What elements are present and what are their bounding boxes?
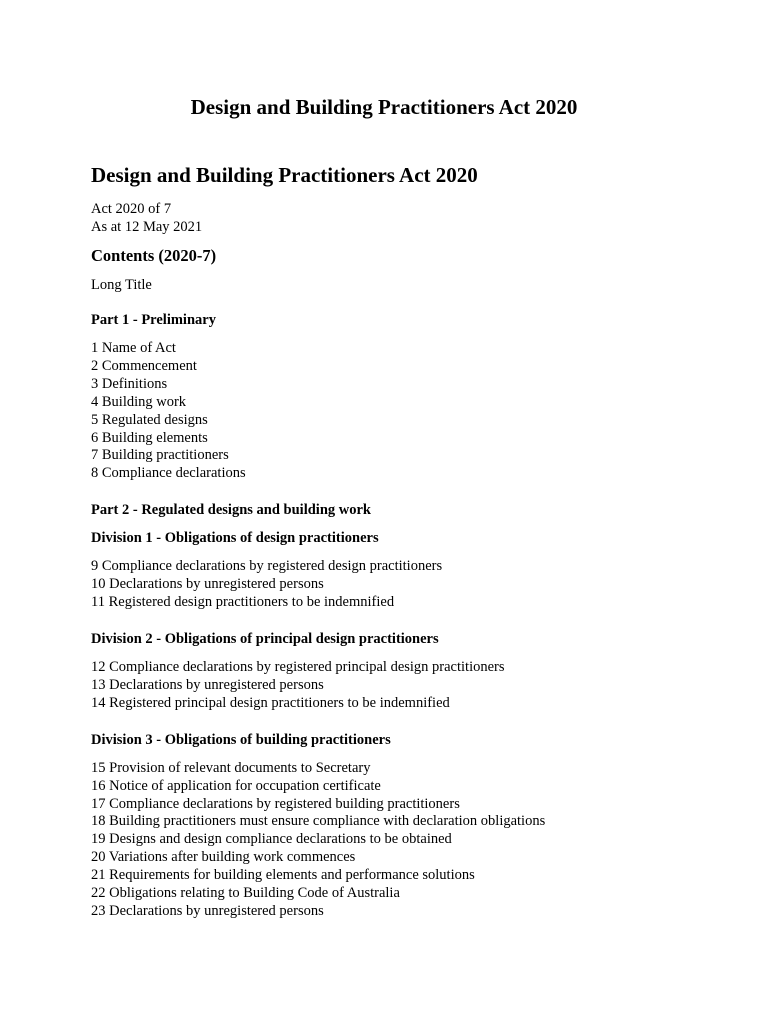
section-item[interactable]: 13 Declarations by unregistered persons — [91, 676, 324, 693]
division-2-heading[interactable]: Division 2 - Obligations of principal design practitioners — [91, 630, 439, 647]
section-item[interactable]: 14 Registered principal design practitioners to be indemnified — [91, 694, 450, 711]
section-item[interactable]: 19 Designs and design compliance declarations to be obtained — [91, 831, 452, 848]
section-item[interactable]: 1 Name of Act — [91, 340, 176, 356]
division-3-heading[interactable]: Division 3 - Obligations of building practitioners — [91, 731, 391, 748]
section-item[interactable]: 10 Declarations by unregistered persons — [91, 576, 324, 593]
section-item[interactable]: 20 Variations after building work commences — [91, 849, 356, 866]
as-at-date: As at 12 May 2021 — [91, 219, 203, 235]
section-item[interactable]: 23 Declarations by unregistered persons — [91, 902, 324, 919]
section-item[interactable]: 21 Requirements for building elements and performance solutions — [91, 867, 475, 884]
section-item[interactable]: 3 Definitions — [91, 375, 168, 392]
part-1-section-list — [91, 340, 731, 483]
section-item[interactable]: 15 Provision of relevant documents to Secretary — [91, 759, 371, 776]
long-title-link[interactable]: Long Title — [91, 277, 152, 293]
section-item[interactable]: 17 Compliance declarations by registered building practitioners — [91, 795, 460, 812]
part-1-heading[interactable]: Part 1 - Preliminary — [91, 312, 216, 328]
part-2-heading[interactable]: Part 2 - Regulated designs and building work — [91, 502, 371, 519]
section-item[interactable]: 18 Building practitioners must ensure compliance with declaration obligations — [91, 813, 546, 830]
section-item[interactable]: 5 Regulated designs — [91, 411, 208, 428]
division-2-section-list — [91, 659, 731, 713]
section-item[interactable]: 9 Compliance declarations by registered design practitioners — [91, 558, 443, 575]
section-item[interactable]: 16 Notice of application for occupation certificate — [91, 777, 381, 794]
division-1-heading[interactable]: Division 1 - Obligations of design practitioners — [91, 530, 379, 547]
act-number: Act 2020 of 7 — [91, 201, 172, 217]
section-item[interactable]: 6 Building elements — [91, 429, 208, 446]
division-1-section-list — [91, 558, 731, 612]
section-item[interactable]: 4 Building work — [91, 393, 187, 410]
section-item[interactable]: 11 Registered design practitioners to be indemnified — [91, 594, 395, 611]
act-heading: Design and Building Practitioners Act 2020 — [91, 163, 478, 187]
document-content — [91, 158, 731, 939]
section-item[interactable]: 7 Building practitioners — [91, 447, 229, 464]
page-title: Design and Building Practitioners Act 2020 — [190, 95, 578, 119]
section-item[interactable]: 8 Compliance declarations — [91, 465, 246, 482]
division-3-section-list — [91, 760, 731, 921]
section-item[interactable]: 12 Compliance declarations by registered principal design practitioners — [91, 658, 505, 675]
contents-heading: Contents (2020-7) — [91, 246, 217, 265]
section-item[interactable]: 22 Obligations relating to Building Code of Australia — [91, 885, 400, 902]
section-item[interactable]: 2 Commencement — [91, 357, 197, 374]
